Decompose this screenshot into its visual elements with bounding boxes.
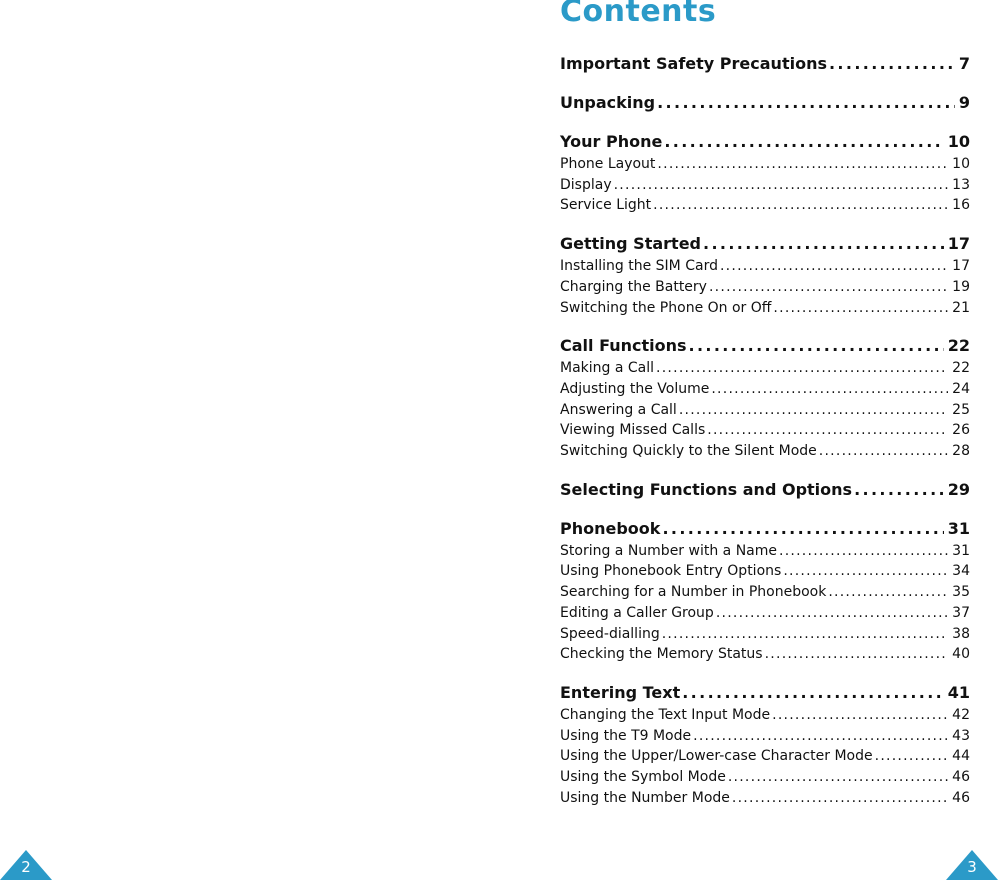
toc-entry-label: Answering a Call [560, 401, 677, 418]
toc-entry[interactable] [560, 441, 970, 462]
toc-entry[interactable] [560, 358, 970, 379]
toc-entry-label: Using the Symbol Mode [560, 769, 726, 786]
toc-entry[interactable] [560, 298, 970, 319]
toc-section-title: Entering Text [560, 682, 681, 702]
toc-section-page: 29 [947, 479, 970, 499]
toc-entry-page: 37 [952, 604, 970, 621]
toc-section-page: 41 [947, 682, 970, 702]
toc-section-heading[interactable] [560, 92, 970, 114]
toc-entry-page: 24 [952, 380, 970, 397]
toc-section-title: Selecting Functions and Options [560, 479, 853, 499]
toc-section-heading[interactable] [560, 479, 970, 501]
toc-section-heading[interactable] [560, 131, 970, 153]
toc-entry-label: Searching for a Number in Phonebook [560, 584, 827, 601]
toc-leader-dots [716, 603, 948, 624]
toc-entry-label: Storing a Number with a Name [560, 542, 777, 559]
toc-leader-dots [664, 131, 943, 153]
toc-entry[interactable] [560, 379, 970, 400]
toc-section-page: 22 [947, 336, 970, 356]
toc-entry-label: Speed-dialling [560, 625, 660, 642]
toc-section [560, 518, 970, 665]
toc-leader-dots [662, 624, 948, 645]
toc-leader-dots [772, 705, 948, 726]
toc-leader-dots [657, 154, 948, 175]
toc-leader-dots [765, 644, 949, 665]
toc-entry-page: 16 [952, 197, 970, 214]
toc-entry[interactable] [560, 624, 970, 645]
toc-section-title: Your Phone [560, 132, 663, 151]
toc-entry-page: 35 [952, 584, 970, 601]
toc-entry-page: 19 [952, 278, 970, 295]
toc-leader-dots [709, 277, 948, 298]
toc-entry-page: 17 [952, 258, 970, 275]
toc-section-heading[interactable] [560, 53, 970, 75]
toc-leader-dots [720, 256, 948, 277]
toc-section-page: 7 [958, 54, 970, 73]
toc-entry[interactable] [560, 726, 970, 747]
toc-entry-label: Checking the Memory Status [560, 646, 763, 663]
toc-leader-dots [679, 400, 948, 421]
toc-leader-dots [783, 561, 948, 582]
toc-section-title: Getting Started [560, 234, 701, 254]
toc-entry[interactable] [560, 767, 970, 788]
toc-section [560, 131, 970, 216]
toc-entry-label: Using the Upper/Lower-case Character Mode [560, 748, 873, 765]
toc-section-page: 10 [947, 132, 970, 151]
toc-entry-label: Adjusting the Volume [560, 380, 710, 397]
toc-section [560, 53, 970, 75]
toc-leader-dots [711, 379, 948, 400]
toc-entry-label: Making a Call [560, 360, 655, 377]
toc-leader-dots [828, 582, 948, 603]
toc-entry[interactable] [560, 420, 970, 441]
toc-entry-page: 46 [952, 769, 970, 786]
toc-entry-label: Using Phonebook Entry Options [560, 563, 782, 580]
toc-leader-dots [614, 175, 949, 196]
toc-section-page: 31 [947, 518, 970, 538]
toc-entry[interactable] [560, 175, 970, 196]
contents-title: Contents [560, 0, 717, 29]
toc-section [560, 479, 970, 501]
toc-leader-dots [703, 233, 944, 255]
toc-entry-page: 22 [952, 360, 970, 377]
toc-section [560, 92, 970, 114]
toc-entry-page: 10 [952, 156, 970, 172]
toc-entry-page: 34 [952, 563, 970, 580]
toc-entry-page: 26 [952, 422, 970, 439]
toc-entry-page: 25 [952, 401, 970, 418]
toc-entry-label: Charging the Battery [560, 278, 707, 295]
toc-entry-label: Using the Number Mode [560, 789, 730, 806]
toc-leader-dots [657, 92, 955, 114]
toc-entry-page: 13 [952, 176, 970, 193]
toc-entry[interactable] [560, 561, 970, 582]
toc-entry-label: Changing the Text Input Mode [560, 706, 771, 723]
toc-entry[interactable] [560, 277, 970, 298]
toc-section-page: 9 [958, 93, 970, 112]
toc-entry-page: 28 [952, 443, 970, 460]
toc-entry[interactable] [560, 746, 970, 767]
toc-section [560, 233, 970, 318]
toc-section-heading[interactable] [560, 233, 970, 255]
left-page-number: 2 [21, 858, 31, 876]
toc-leader-dots [728, 767, 948, 788]
toc-section-title: Unpacking [560, 93, 656, 112]
toc-section-heading[interactable] [560, 335, 970, 357]
toc-section [560, 682, 970, 809]
toc-entry[interactable] [560, 788, 970, 809]
toc-leader-dots [779, 541, 948, 562]
toc-entry-page: 40 [952, 646, 970, 663]
toc-entry-label: Display [560, 176, 612, 193]
toc-entry[interactable] [560, 195, 970, 216]
toc-entry[interactable] [560, 154, 970, 175]
toc-entry-page: 21 [952, 299, 970, 316]
toc-leader-dots [693, 726, 948, 747]
toc-leader-dots [653, 195, 948, 216]
toc-section-heading[interactable] [560, 682, 970, 704]
toc-entry-label: Phone Layout [560, 156, 656, 172]
right-page-number: 3 [967, 858, 977, 876]
toc-entry-label: Switching Quickly to the Silent Mode [560, 443, 817, 460]
toc-leader-dots [875, 746, 949, 767]
toc-entry-label: Service Light [560, 197, 652, 214]
toc-entry-page: 46 [952, 789, 970, 806]
table-of-contents [560, 53, 970, 825]
toc-entry[interactable] [560, 541, 970, 562]
toc-entry[interactable] [560, 256, 970, 277]
toc-leader-dots [662, 518, 943, 540]
toc-entry[interactable] [560, 582, 970, 603]
toc-section [560, 335, 970, 462]
toc-entry-label: Switching the Phone On or Off [560, 299, 772, 316]
toc-entry-label: Using the T9 Mode [560, 727, 692, 744]
toc-leader-dots [819, 441, 948, 462]
toc-leader-dots [732, 788, 948, 809]
toc-entry-label: Installing the SIM Card [560, 258, 718, 275]
toc-entry-label: Viewing Missed Calls [560, 422, 706, 439]
toc-entry-page: 31 [952, 542, 970, 559]
toc-leader-dots [656, 358, 948, 379]
toc-section-title: Call Functions [560, 336, 687, 356]
toc-entry-page: 43 [952, 727, 970, 744]
toc-entry[interactable] [560, 603, 970, 624]
toc-leader-dots [829, 53, 955, 75]
toc-entry-label: Editing a Caller Group [560, 604, 714, 621]
toc-section-title: Phonebook [560, 518, 661, 538]
toc-section-heading[interactable] [560, 518, 970, 540]
toc-entry-page: 42 [952, 706, 970, 723]
toc-section-title: Important Safety Precautions [560, 54, 827, 73]
toc-entry[interactable] [560, 705, 970, 726]
toc-entry-page: 44 [952, 748, 970, 765]
toc-leader-dots [773, 298, 948, 319]
toc-leader-dots [682, 682, 944, 704]
toc-section-page: 17 [947, 234, 970, 254]
toc-leader-dots [707, 420, 948, 441]
toc-leader-dots [689, 335, 944, 357]
toc-entry[interactable] [560, 400, 970, 421]
toc-entry[interactable] [560, 644, 970, 665]
toc-leader-dots [854, 479, 944, 501]
toc-entry-page: 38 [952, 625, 970, 642]
